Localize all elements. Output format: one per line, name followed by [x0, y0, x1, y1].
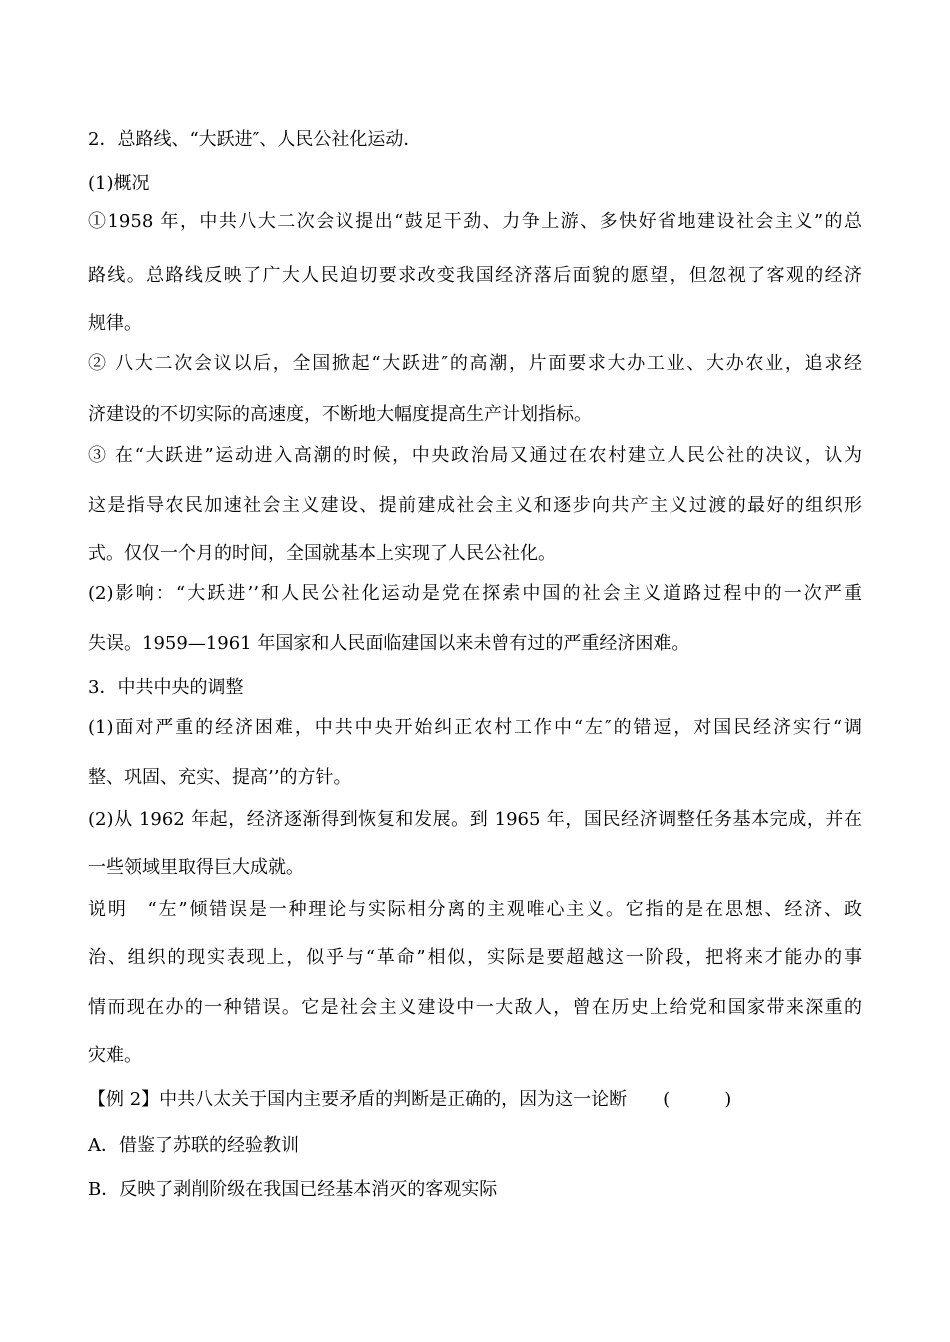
paragraph-line: (2)从 1962 年起，经济逐渐得到恢复和发展。到 1965 年，国民经济调整任务基本完成，并在 [88, 809, 862, 830]
section-heading-adjustment: 3．中共中央的调整 [88, 677, 244, 698]
answer-option-a: A．借鉴了苏联的经验教训 [88, 1135, 299, 1156]
paragraph-line: ①1958 年，中共八大二次会议提出“鼓足干劲、力争上游、多快好省地建设社会主义”的总 [88, 211, 862, 232]
note-line: 灾难。 [88, 1045, 142, 1066]
paragraph-line: 一些领域里取得巨大成就。 [88, 857, 304, 878]
subheading-overview: (1)概况 [88, 173, 150, 194]
note-line: 治、组织的现实表现上，似乎与“革命”相似，实际是要超越这一阶段，把将来才能办的事 [88, 947, 862, 968]
paragraph-line: 规律。 [88, 313, 142, 334]
paragraph-line: (1)面对严重的经济困难，中共中央开始纠正农村工作中“左″的错逗，对国民经济实行“调 [88, 717, 862, 738]
paragraph-line: ② 八大二次会议以后，全国掀起“大跃进″的高潮，片面要求大办工业、大办农业，追求经 [88, 353, 862, 374]
paragraph-line: ③ 在“大跃进”运动进入高潮的时候，中央政治局又通过在农村建立人民公社的决议，认为 [88, 445, 862, 466]
paragraph-line: 整、巩固、充实、提高’’的方针。 [88, 767, 352, 788]
note-line: 情而现在办的一种错误。它是社会主义建设中一大敌人，曾在历史上给党和国家带来深重的 [88, 997, 862, 1018]
section-heading-general-line: 2．总路线、“大跃进″、人民公社化运动． [88, 129, 422, 150]
paragraph-line: 式。仅仅一个月的时间，全国就基本上实现了人民公社化。 [88, 543, 556, 564]
answer-option-b: B．反映了剥削阶级在我国已经基本消灭的客观实际 [88, 1179, 498, 1200]
paragraph-line: 这是指导农民加速社会主义建设、提前建成社会主义和逐步向共产主义过渡的最好的组织形 [88, 495, 862, 516]
paragraph-line: 路线。总路线反映了广大人民迫切要求改变我国经济落后面貌的愿望，但忽视了客观的经济 [88, 265, 862, 286]
paragraph-line: 济建设的不切实际的高速度，不断地大幅度提高生产计划指标。 [88, 404, 592, 425]
paragraph-line: (2)影响：“大跃进’’和人民公社化运动是党在探索中国的社会主义道路过程中的一次严重 [88, 583, 862, 604]
paragraph-line: 失误。1959—1961 年国家和人民面临建国以来未曾有过的严重经济困难。 [88, 633, 690, 654]
note-line: 说明 “左”倾错误是一种理论与实际相分离的主观唯心主义。它指的是在思想、经济、政 [88, 899, 862, 920]
example-question: 【例 2】中共八太关于国内主要矛盾的判断是正确的，因为这一论断 ( ) [88, 1089, 732, 1110]
